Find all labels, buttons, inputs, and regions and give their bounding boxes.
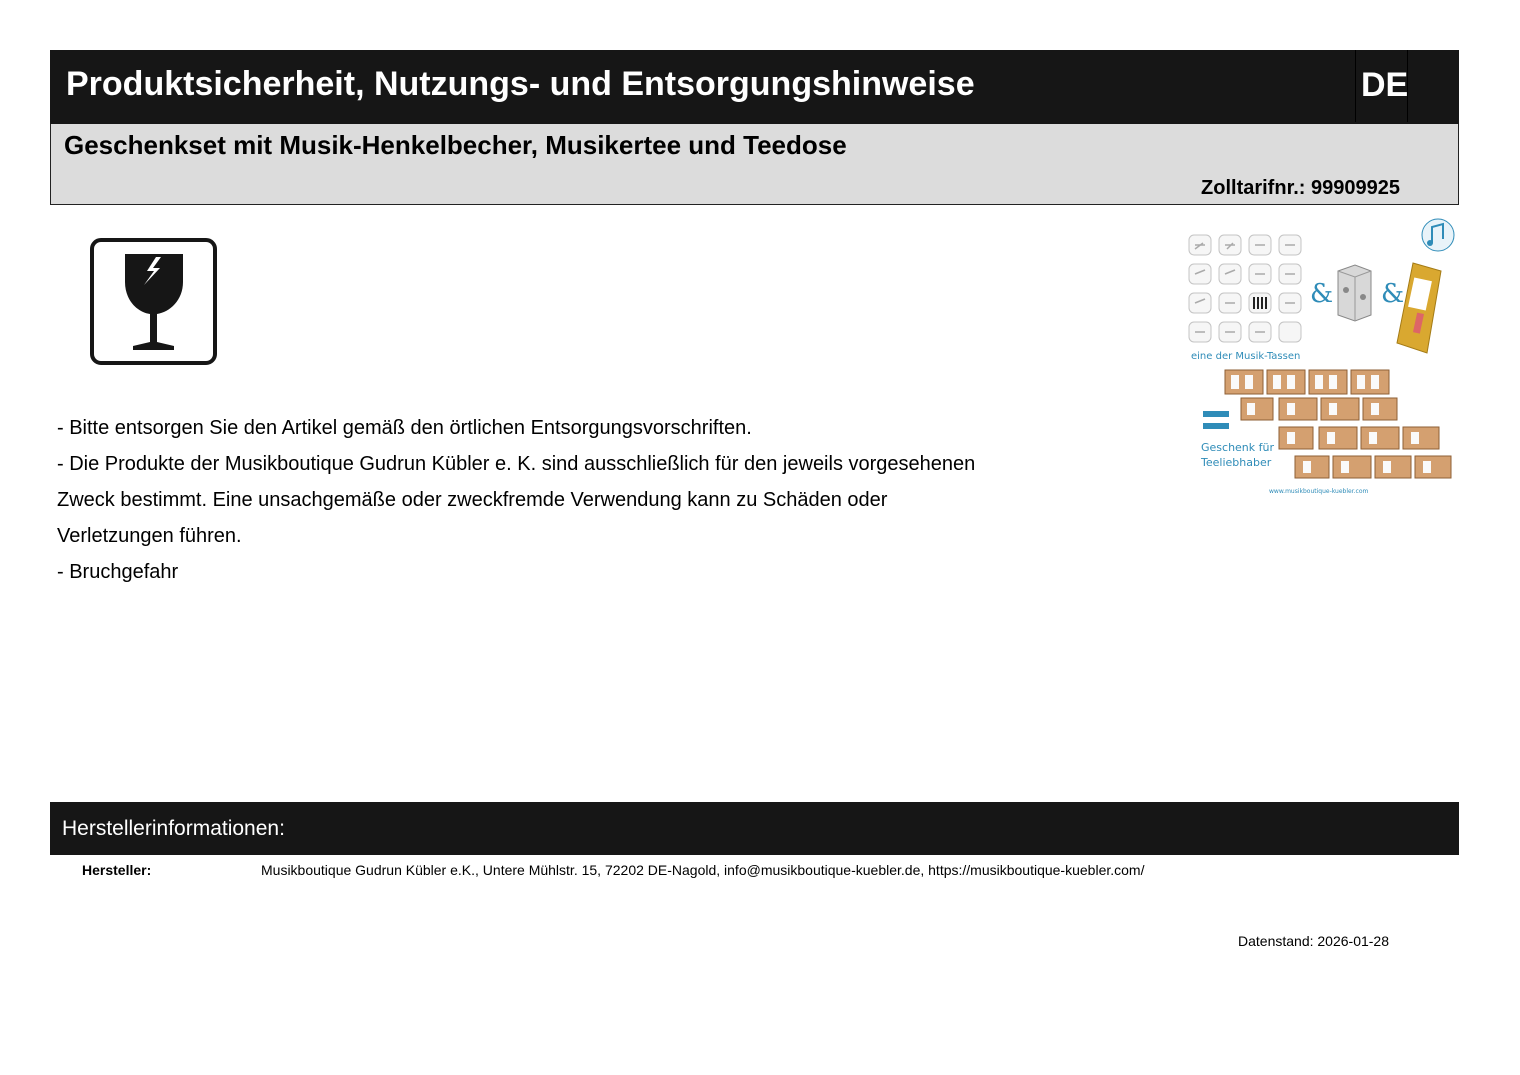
product-name: Geschenkset mit Musik-Henkelbecher, Musikertee und Teedose — [64, 130, 847, 160]
tea-tin — [1338, 265, 1371, 321]
fragile-glass-icon — [90, 238, 217, 365]
ampersand-1: & — [1310, 279, 1334, 309]
note-line: - Die Produkte der Musikboutique Gudrun Kübler e. K. sind ausschließlich für den jeweils vorgesehenen — [57, 453, 976, 475]
data-date: Datenstand: 2026-01-28 — [1238, 933, 1389, 949]
tea-bag — [1397, 263, 1441, 353]
tariff-number: Zolltarifnr.: 99909925 — [1201, 177, 1400, 199]
document-header — [50, 50, 1459, 124]
note-line: - Bitte entsorgen Sie den Artikel gemäß den örtlichen Entsorgungsvorschriften. — [57, 417, 752, 439]
gift-caption-line2: Teeliebhaber — [1201, 456, 1272, 469]
manufacturer-details: Musikboutique Gudrun Kübler e.K., Untere Mühlstr. 15, 72202 DE-Nagold, info@musikboutique-kuebler.de, https://musikboutique-kuebler.com/ — [261, 862, 1145, 878]
product-header — [50, 124, 1459, 205]
company-logo — [1422, 219, 1454, 251]
language-code: DE — [1361, 66, 1409, 104]
product-image — [1183, 215, 1459, 500]
website-caption: www.musikboutique-kuebler.com — [1269, 488, 1369, 495]
note-line: - Bruchgefahr — [57, 561, 179, 583]
usage-notes — [57, 410, 1117, 590]
language-box — [1355, 50, 1408, 122]
ampersand-2: & — [1381, 279, 1405, 309]
manufacturer-label: Hersteller: — [82, 862, 152, 878]
equals-sign — [1203, 411, 1229, 429]
manufacturer-section-title: Herstellerinformationen: — [62, 817, 285, 840]
gift-caption-line1: Geschenk für — [1201, 441, 1275, 454]
mug-grid — [1189, 235, 1301, 342]
manufacturer-section-header — [50, 802, 1459, 855]
document-title: Produktsicherheit, Nutzungs- und Entsorgungshinweise — [66, 65, 975, 103]
note-line: Verletzungen führen. — [57, 525, 242, 547]
mug-caption: eine der Musik-Tassen — [1191, 351, 1301, 362]
note-line: Zweck bestimmt. Eine unsachgemäße oder zweckfremde Verwendung kann zu Schäden oder — [57, 489, 888, 511]
